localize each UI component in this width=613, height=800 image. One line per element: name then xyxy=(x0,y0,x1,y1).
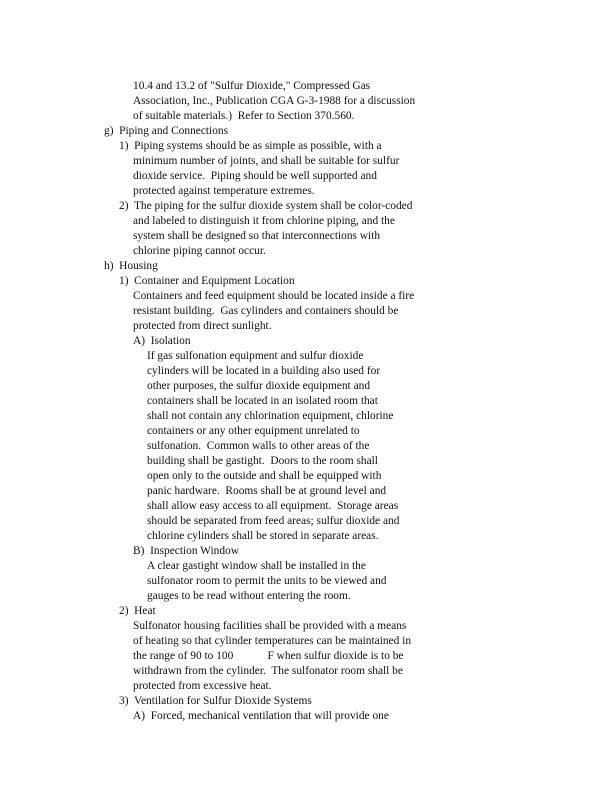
text-line: should be separated from feed areas; sulfur dioxide and xyxy=(147,515,400,527)
text-line: of heating so that cylinder temperatures can be maintained in xyxy=(133,635,412,647)
subheading-isolation: A) Isolation xyxy=(133,335,191,347)
text-line: protected from direct sunlight. xyxy=(133,320,272,332)
text-line: chlorine piping cannot occur. xyxy=(133,245,266,257)
text-line: A) Forced, mechanical ventilation that will provide one xyxy=(133,710,389,722)
text-line: other purposes, the sulfur dioxide equipment and xyxy=(147,380,371,392)
text-line: chlorine cylinders shall be stored in separate areas. xyxy=(147,530,379,542)
text-line: sulfonator room to permit the units to be viewed and xyxy=(147,575,387,587)
text-line: containers or any other equipment unrelated to xyxy=(147,425,360,437)
text-line: withdrawn from the cylinder. The sulfonator room shall be xyxy=(133,665,403,677)
text-line: building shall be gastight. Doors to the room shall xyxy=(147,455,378,467)
text-line: shall not contain any chlorination equipment, chlorine xyxy=(147,410,394,422)
text-line: containers shall be located in an isolated room that xyxy=(147,395,378,407)
subheading-inspection-window: B) Inspection Window xyxy=(133,545,239,557)
text-line: Association, Inc., Publication CGA G-3-1988 for a discussion xyxy=(133,95,416,107)
text-line: minimum number of joints, and shall be suitable for sulfur xyxy=(133,155,400,167)
text-line: and labeled to distinguish it from chlorine piping, and the xyxy=(133,215,395,227)
text-line: resistant building. Gas cylinders and containers should be xyxy=(133,305,399,317)
text-line: 10.4 and 13.2 of "Sulfur Dioxide," Compressed Gas xyxy=(133,80,371,92)
subheading-heat: 2) Heat xyxy=(119,605,156,617)
subheading-ventilation: 3) Ventilation for Sulfur Dioxide Systems xyxy=(119,695,312,707)
text-line: A clear gastight window shall be installed in the xyxy=(147,560,366,572)
text-line: protected against temperature extremes. xyxy=(133,185,315,197)
text-line: the range of 90 to 100 F when sulfur dioxide is to be xyxy=(133,650,404,662)
text-line: Containers and feed equipment should be located inside a fire xyxy=(133,290,415,302)
text-line: Sulfonator housing facilities shall be provided with a means xyxy=(133,620,407,632)
text-line: open only to the outside and shall be equipped with xyxy=(147,470,382,482)
section-heading-h: h) Housing xyxy=(104,260,158,272)
section-heading-g: g) Piping and Connections xyxy=(104,125,229,137)
text-line: dioxide service. Piping should be well supported and xyxy=(133,170,377,182)
item-1-text: 1) Piping systems should be as simple as possible, with a xyxy=(119,140,382,152)
text-line: sulfonation. Common walls to other areas of the xyxy=(147,440,370,452)
text-line: gauges to be read without entering the room. xyxy=(147,590,351,602)
text-line: of suitable materials.) Refer to Section 370.560. xyxy=(133,110,355,122)
text-line: shall allow easy access to all equipment. Storage areas xyxy=(147,500,399,512)
text-line: If gas sulfonation equipment and sulfur dioxide xyxy=(147,350,364,362)
item-2-text: 2) The piping for the sulfur dioxide system shall be color-coded xyxy=(119,200,413,212)
text-line: cylinders will be located in a building also used for xyxy=(147,365,381,377)
text-line: protected from excessive heat. xyxy=(133,680,272,692)
text-line: system shall be designed so that interconnections with xyxy=(133,230,381,242)
text-line: panic hardware. Rooms shall be at ground level and xyxy=(147,485,387,497)
subheading-container-location: 1) Container and Equipment Location xyxy=(119,275,295,287)
